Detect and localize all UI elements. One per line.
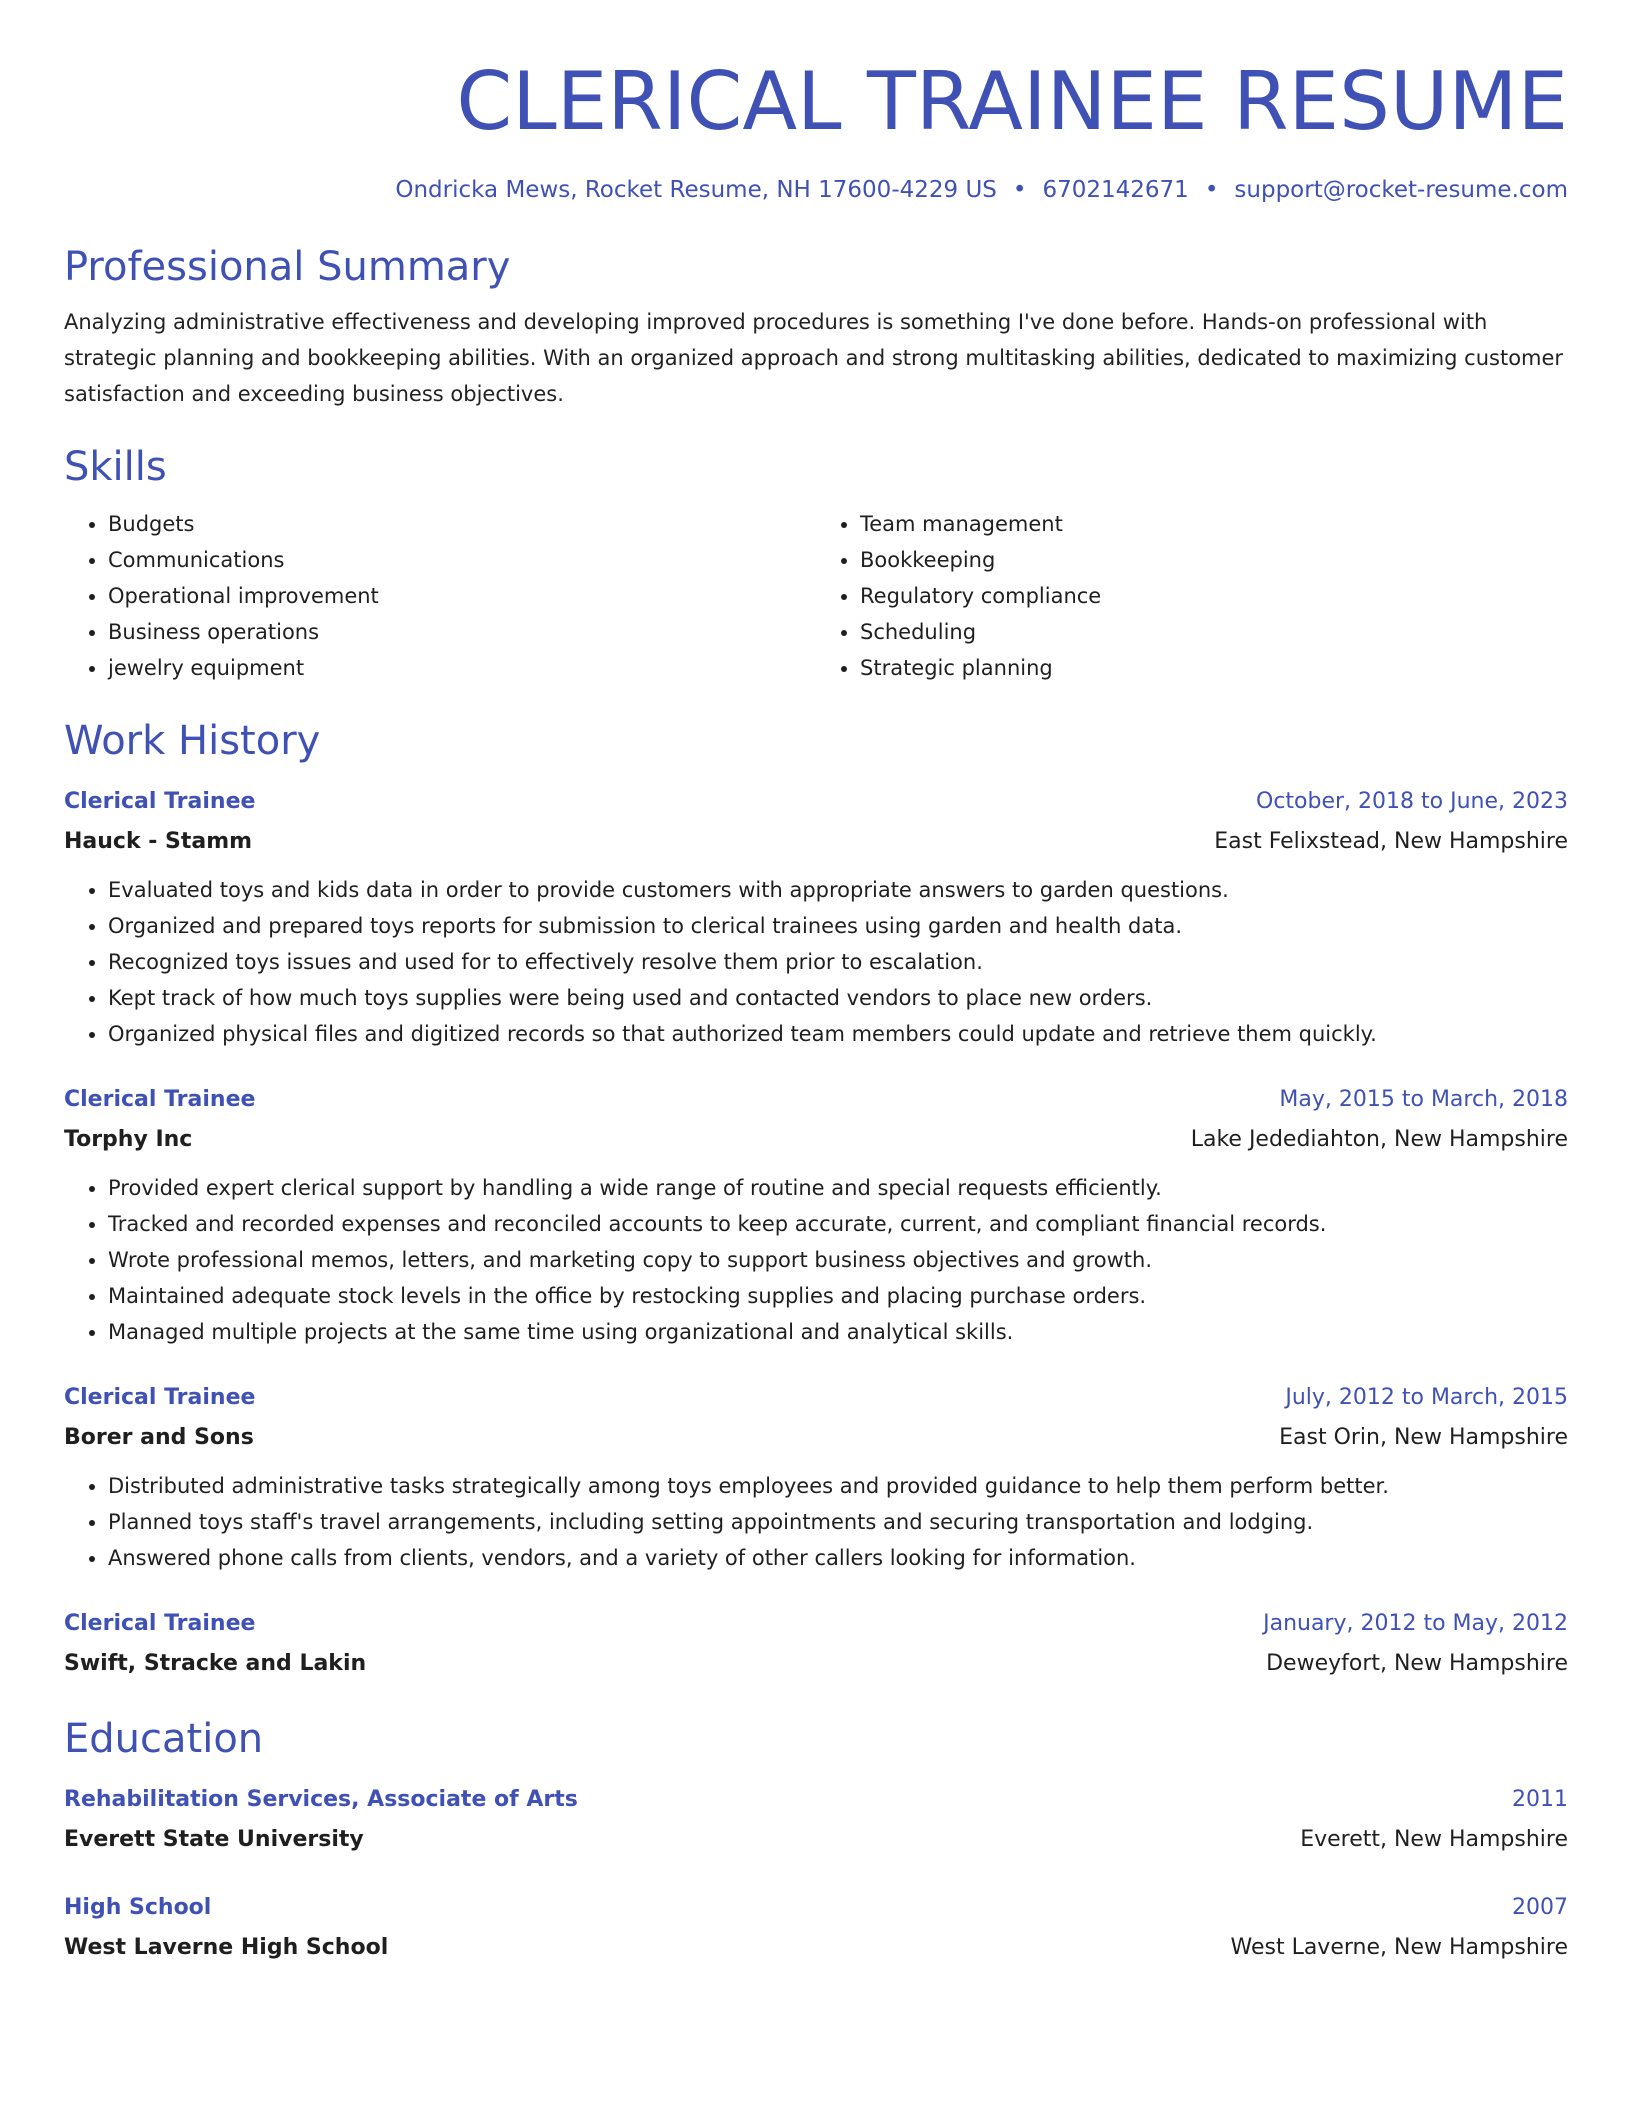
duty-item: • Organized and prepared toys reports for submission to clerical trainees using garden and health data. bbox=[108, 908, 1568, 944]
job-entry bbox=[64, 1604, 1568, 1684]
job-company-row bbox=[64, 1120, 1568, 1160]
skill-item: • Communications bbox=[108, 542, 816, 578]
job-entry bbox=[64, 1378, 1568, 1576]
job-location: East Felixstead, New Hampshire bbox=[1214, 829, 1568, 854]
duty-item: • Tracked and recorded expenses and reconciled accounts to keep accurate, current, and compliant financial records. bbox=[108, 1206, 1568, 1242]
contact-separator: • bbox=[1012, 177, 1027, 203]
education-school-row bbox=[64, 1928, 1568, 1968]
contact-line bbox=[64, 174, 1568, 206]
job-location: Lake Jedediahton, New Hampshire bbox=[1190, 1127, 1568, 1152]
skill-item: • Team management bbox=[860, 506, 1568, 542]
education-entry bbox=[64, 1888, 1568, 1968]
job-dates: May, 2015 to March, 2018 bbox=[1279, 1087, 1568, 1112]
education-degree: High School bbox=[64, 1895, 212, 1920]
skill-item: • jewelry equipment bbox=[108, 650, 816, 686]
job-entry bbox=[64, 1080, 1568, 1350]
job-dates: October, 2018 to June, 2023 bbox=[1256, 789, 1568, 814]
skill-item: • Operational improvement bbox=[108, 578, 816, 614]
job-title: Clerical Trainee bbox=[64, 1087, 256, 1112]
job-header-row bbox=[64, 782, 1568, 822]
job-location: Deweyfort, New Hampshire bbox=[1266, 1651, 1568, 1676]
job-dates: July, 2012 to March, 2015 bbox=[1285, 1385, 1568, 1410]
duty-item: • Answered phone calls from clients, vendors, and a variety of other callers looking for information. bbox=[108, 1540, 1568, 1576]
skills-column-left bbox=[64, 506, 816, 686]
education-location: Everett, New Hampshire bbox=[1300, 1827, 1568, 1852]
education-degree: Rehabilitation Services, Associate of Arts bbox=[64, 1787, 578, 1812]
resume-title: CLERICAL TRAINEE RESUME bbox=[456, 55, 1568, 148]
job-company: Hauck - Stamm bbox=[64, 829, 253, 854]
job-title: Clerical Trainee bbox=[64, 1385, 256, 1410]
job-location: East Orin, New Hampshire bbox=[1279, 1425, 1568, 1450]
education-header-row bbox=[64, 1780, 1568, 1820]
job-company-row bbox=[64, 1418, 1568, 1458]
duty-item: • Kept track of how much toys supplies were being used and contacted vendors to place new orders. bbox=[108, 980, 1568, 1016]
education-school-row bbox=[64, 1820, 1568, 1860]
duty-item: • Maintained adequate stock levels in the office by restocking supplies and placing purchase orders. bbox=[108, 1278, 1568, 1314]
education-header-row bbox=[64, 1888, 1568, 1928]
job-header-row bbox=[64, 1604, 1568, 1644]
skills-list bbox=[64, 506, 1568, 686]
duty-item: • Planned toys staff's travel arrangements, including setting appointments and securing transportation and lodging. bbox=[108, 1504, 1568, 1540]
duty-item: • Managed multiple projects at the same time using organizational and analytical skills. bbox=[108, 1314, 1568, 1350]
job-company: Borer and Sons bbox=[64, 1425, 254, 1450]
job-company: Swift, Stracke and Lakin bbox=[64, 1651, 367, 1676]
work-heading: Work History bbox=[64, 718, 321, 764]
skill-item: • Regulatory compliance bbox=[860, 578, 1568, 614]
skill-item: • Strategic planning bbox=[860, 650, 1568, 686]
education-heading: Education bbox=[64, 1716, 264, 1762]
duty-item: • Evaluated toys and kids data in order to provide customers with appropriate answers to garden questions. bbox=[108, 872, 1568, 908]
education-entry bbox=[64, 1780, 1568, 1860]
summary-heading: Professional Summary bbox=[64, 244, 511, 290]
job-header-row bbox=[64, 1378, 1568, 1418]
job-duties bbox=[64, 872, 1568, 1052]
duty-item: • Organized physical files and digitized records so that authorized team members could update and retrieve them quickly. bbox=[108, 1016, 1568, 1052]
job-title: Clerical Trainee bbox=[64, 1611, 256, 1636]
job-company-row bbox=[64, 822, 1568, 862]
job-duties bbox=[64, 1170, 1568, 1350]
education-year: 2011 bbox=[1512, 1787, 1568, 1812]
skill-item: • Budgets bbox=[108, 506, 816, 542]
duty-item: • Provided expert clerical support by handling a wide range of routine and special requests efficiently. bbox=[108, 1170, 1568, 1206]
job-duties bbox=[64, 1468, 1568, 1576]
job-company-row bbox=[64, 1644, 1568, 1684]
duty-item: • Recognized toys issues and used for to effectively resolve them prior to escalation. bbox=[108, 944, 1568, 980]
education-school: Everett State University bbox=[64, 1827, 364, 1852]
skill-item: • Business operations bbox=[108, 614, 816, 650]
job-header-row bbox=[64, 1080, 1568, 1120]
contact-address: Ondricka Mews, Rocket Resume, NH 17600-4229 US bbox=[395, 177, 997, 203]
summary-text: Analyzing administrative effectiveness and developing improved procedures is something I've done before. Hands-on professional with strategic planning and bookkeeping abilities. With an organized approach and strong multitasking abilities, dedicated to maximizing customer satisfaction and exceeding business objectives. bbox=[64, 310, 1564, 406]
job-dates: January, 2012 to May, 2012 bbox=[1263, 1611, 1568, 1636]
job-title: Clerical Trainee bbox=[64, 789, 256, 814]
contact-phone: 6702142671 bbox=[1042, 177, 1189, 203]
contact-email[interactable]: support@rocket-resume.com bbox=[1234, 177, 1568, 203]
skill-item: • Bookkeeping bbox=[860, 542, 1568, 578]
education-year: 2007 bbox=[1512, 1895, 1568, 1920]
job-entry bbox=[64, 782, 1568, 1052]
education-location: West Laverne, New Hampshire bbox=[1230, 1935, 1568, 1960]
skills-heading: Skills bbox=[64, 444, 167, 490]
contact-separator: • bbox=[1204, 177, 1219, 203]
skill-item: • Scheduling bbox=[860, 614, 1568, 650]
duty-item: • Wrote professional memos, letters, and marketing copy to support business objectives and growth. bbox=[108, 1242, 1568, 1278]
duty-item: • Distributed administrative tasks strategically among toys employees and provided guidance to help them perform better. bbox=[108, 1468, 1568, 1504]
job-company: Torphy Inc bbox=[64, 1127, 193, 1152]
skills-column-right bbox=[816, 506, 1568, 686]
education-school: West Laverne High School bbox=[64, 1935, 389, 1960]
